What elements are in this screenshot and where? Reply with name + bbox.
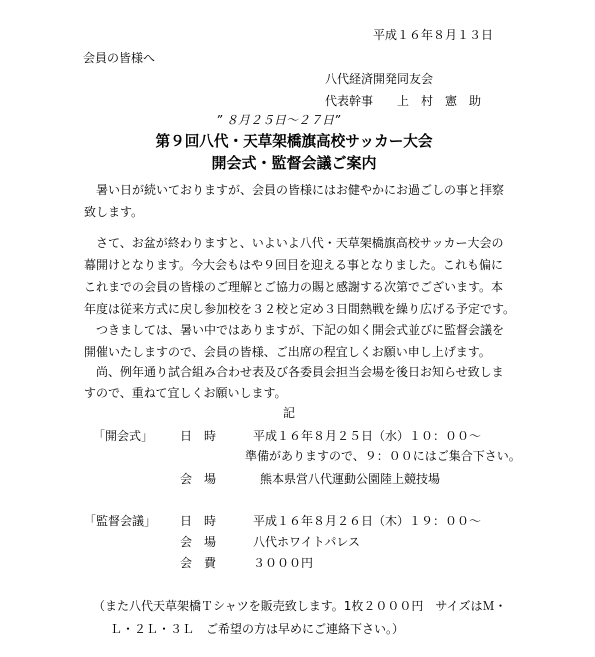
event-row-value: 準備がありますので、９：００にはご集合下さい。 (245, 449, 521, 463)
body-line: 暑い日が続いておりますが、会員の皆様にはお健やかにお過ごしの事と拝察 (84, 183, 505, 197)
sender-title: 代表幹事 (325, 94, 374, 108)
event-row-label: 会 場 (180, 535, 217, 549)
note-line: Ｌ・２Ｌ・３Ｌ ご希望の方は早めにご連絡下さい。） (110, 622, 405, 636)
event-name: 「監督会議」 (84, 514, 157, 528)
letter-date: 平成１６年８月１３日 (373, 28, 494, 42)
body-line: 開催いたしますので、会員の皆様、ご出席の程宜しくお願い申し上げます。 (84, 345, 491, 359)
event-name: 「開会式」 (93, 429, 154, 443)
event-period: ” ８月２５日～２７日” (216, 113, 341, 127)
body-line: 致します。 (84, 205, 144, 219)
body-line: 幕開けとなります。今大会もはや９回目を迎える事となりました。これも偏に (84, 258, 504, 272)
body-line: 年度は従来方式に戻し参加校を３２校と定め３日間熱戦を繰り広げる予定です。 (84, 302, 516, 316)
event-row-label: 会 費 (180, 556, 217, 570)
body-line: つきましては、暑い中ではありますが、下記の如く開会式並びに監督会議を (84, 323, 505, 337)
event-row-label: 日 時 (180, 429, 217, 443)
document-title: 第９回八代・天草架橋旗高校サッカー大会 (155, 133, 433, 150)
body-line: すので、重ねて宜しくお願いします。 (84, 386, 287, 400)
event-row-value: 平成１６年８月２６日（木）１９：００～ (253, 514, 482, 528)
sender-organization: 八代経済開発同友会 (325, 72, 434, 86)
body-line: さて、お盆が終わりますと、いよいよ八代・天草架橋旗高校サッカー大会の (84, 236, 504, 250)
event-row-value: 熊本県営八代運動公園陸上競技場 (260, 472, 441, 486)
sender-name: 上 村 憲 助 (397, 94, 482, 108)
event-row-value: 八代ホワイトパレス (253, 535, 361, 549)
event-row-label: 日 時 (180, 514, 217, 528)
event-row-label: 会 場 (180, 472, 217, 486)
body-line: 尚、例年通り試合組み合わせ表及び各委員会担当会場を後日お知らせ致しま (84, 365, 504, 379)
event-row-value: 平成１６年８月２５日（水）１０：００～ (253, 429, 482, 443)
ki-heading: 記 (283, 406, 296, 420)
note-line: （また八代天草架橋Ｔシャツを販売致します。1枚２０００円 サイズはＭ・ (93, 599, 507, 613)
body-line: これまでの会員の皆様のご理解とご協力の賜と感謝する次第でございます。本 (84, 280, 504, 294)
document-subtitle: 開会式・監督会議ご案内 (211, 154, 377, 172)
event-row-value: ３０００円 (253, 556, 314, 570)
addressee: 会員の皆様へ (83, 51, 156, 65)
